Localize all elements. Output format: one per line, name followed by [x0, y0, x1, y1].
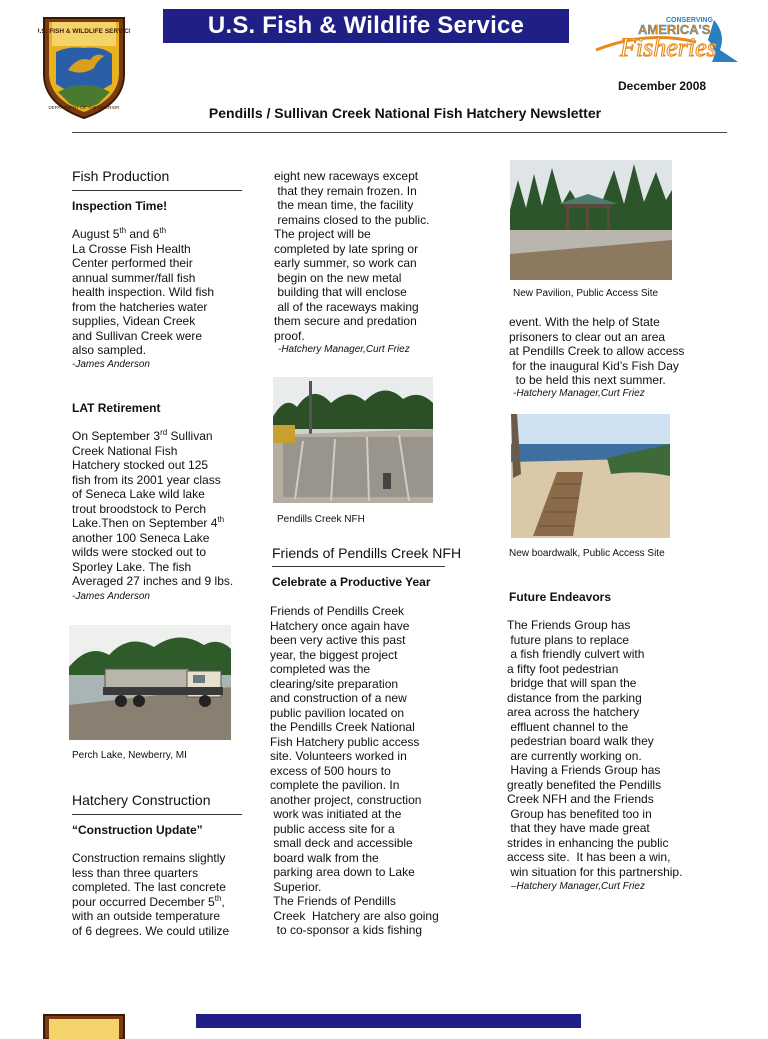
agency-banner-next-page — [196, 1014, 581, 1028]
lat-retirement-subheading: LAT Retirement — [72, 401, 161, 415]
hatchery-construction-heading: Hatchery Construction — [72, 792, 211, 808]
newsletter-title: Pendills / Sullivan Creek National Fish Hatchery Newsletter — [208, 105, 602, 121]
inspection-byline: -James Anderson — [72, 359, 150, 370]
logo-text-top: U.S. FISH & WILDLIFE SERVICE — [38, 28, 130, 35]
construction-byline: -Hatchery Manager,Curt Friez — [278, 344, 410, 355]
new-boardwalk-photo — [511, 414, 670, 538]
fws-shield-logo-next-page — [38, 1009, 130, 1039]
inspection-date-line: August 5th and 6th — [72, 226, 167, 241]
logo-text-bottom: DEPARTMENT OF THE INTERIOR — [48, 105, 120, 110]
future-endeavors-subheading: Future Endeavors — [509, 590, 612, 604]
title-divider — [72, 132, 727, 133]
construction-update-subheading: “Construction Update” — [72, 823, 203, 837]
kids-fish-day-body: event. With the help of State prisoners to clear out an area at Pendills Creek to allow access for the inaugural Kid’s Fish Day to be held this next summer. — [509, 315, 685, 387]
friends-heading: Friends of Pendills Creek NFH — [272, 545, 462, 561]
celebrate-subheading: Celebrate a Productive Year — [272, 575, 431, 589]
lat-body-a: Creek National Fish Hatchery stocked out 125 fish from its 2001 year class of Seneca Lake wild lake trout broodstock to Perch — [72, 443, 221, 516]
new-pavilion-photo — [510, 160, 672, 280]
conserving-americas-fisheries-logo — [586, 10, 744, 70]
lat-byline: -James Anderson — [72, 591, 150, 602]
friends-rule — [272, 566, 445, 567]
perch-lake-caption: Perch Lake, Newberry, MI — [72, 750, 187, 761]
logo-fisheries: Fisheries — [620, 33, 717, 62]
new-pavilion-caption: New Pavilion, Public Access Site — [513, 288, 659, 299]
construction-body-b: with an outside temperature of 6 degrees. We could utilize — [72, 909, 230, 938]
fish-production-rule — [72, 190, 242, 191]
kids-fish-day-byline: -Hatchery Manager,Curt Friez — [513, 388, 645, 399]
logo-americas: AMERICA'S — [638, 22, 711, 37]
friends-body: Friends of Pendills Creek Hatchery once again have been very active this past year, the biggest project completed was the clearing/site preparation and construction of a new public pavilion located on the Pendills Creek National Fish Hatchery public access site. Volunteers worked in excess of 500 hours to complete the pavilion. In another project, construction work was initiated at the public access site for a small deck and accessible board walk from the parking area down to Lake Superior. The Friends of Pendills Creek Hatchery are also going to co-sponsor a kids fishing — [270, 604, 439, 937]
future-endeavors-byline: –Hatchery Manager,Curt Friez — [511, 881, 645, 892]
construction-continued-body: eight new raceways except that they remain frozen. In the mean time, the facility remains closed to the public. The project will be completed by late spring or early summer, so work can begin on the new metal building that will enclose all of the raceways making them secure and predation proof. — [274, 169, 430, 343]
inspection-body: La Crosse Fish Health Center performed their annual summer/fall fish health inspection. Wild fish from the hatcheries water supplies, Videan Creek and Sullivan Creek were also sampled. — [72, 241, 215, 357]
logo-conserving: CONSERVING — [666, 17, 713, 24]
hatchery-construction-rule — [72, 814, 242, 815]
raceway-construction-photo — [273, 377, 433, 503]
inspection-time-subheading: Inspection Time! — [72, 199, 168, 213]
lat-body-b: another 100 Seneca Lake wilds were stocked out to Sporley Lake. The fish Averaged 27 inches and 9 lbs. — [72, 530, 234, 588]
pendills-creek-caption: Pendills Creek NFH — [277, 514, 365, 525]
perch-lake-truck-photo — [69, 625, 231, 740]
fish-production-heading: Fish Production — [72, 168, 170, 184]
new-boardwalk-caption: New boardwalk, Public Access Site — [509, 548, 665, 559]
future-endeavors-body: The Friends Group has future plans to replace a fish friendly culvert with a fifty foot pedestrian bridge that will span the distance from the parking area across the hatchery effluent channel to the pedestrian board walk they are currently working on. Having a Friends Group has greatly benefited the Pendills Creek NFH and the Friends Group has benefited too in that they have made great strides in enhancing the public access site. It has been a win, win situation for this partnership. — [507, 618, 683, 879]
lat-date-line: On September 3rd Sullivan — [72, 428, 213, 443]
agency-banner: U.S. Fish & Wildlife Service — [163, 9, 569, 43]
issue-date: December 2008 — [618, 79, 707, 93]
lat-date-line-2: Lake.Then on September 4th — [72, 515, 225, 530]
construction-date-line: pour occurred December 5th, — [72, 893, 225, 909]
construction-body-a: Construction remains slightly less than three quarters completed. The last concrete — [72, 851, 226, 894]
